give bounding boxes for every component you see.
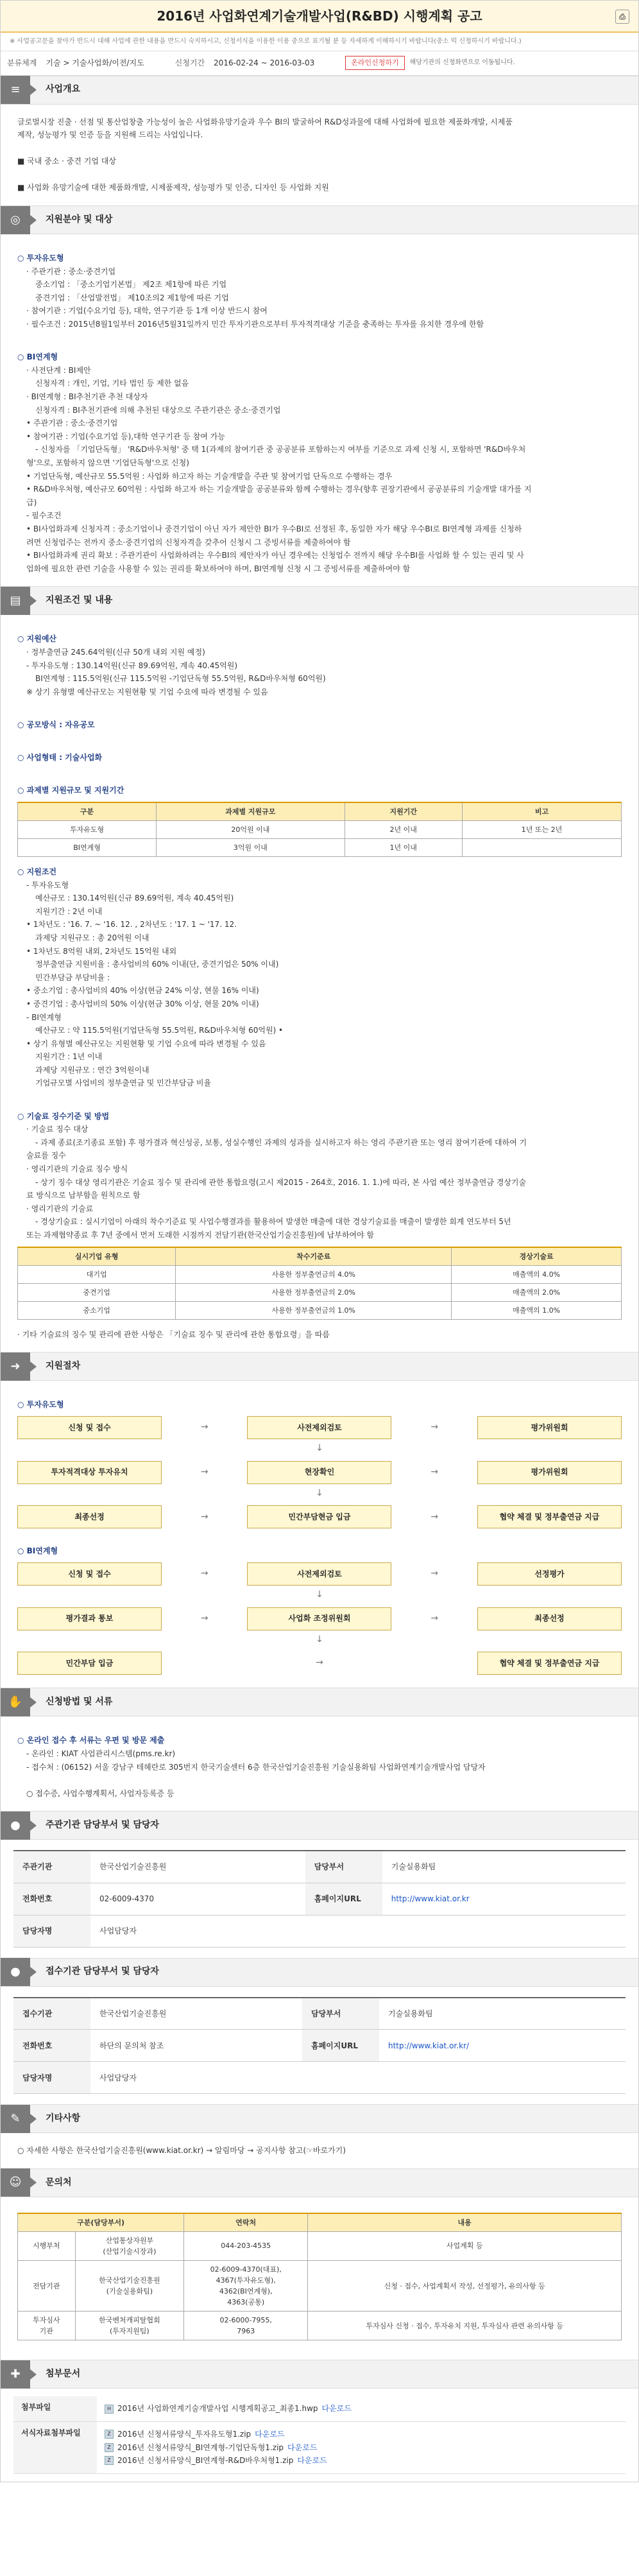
support-line: - 투자유도형 [26, 880, 69, 890]
attach-table [13, 2396, 626, 2473]
file-icon: H [105, 2405, 114, 2414]
section-header [1, 1353, 638, 1381]
section-body [1, 2197, 638, 2360]
arrow-down-icon: ↓ [316, 1634, 323, 1645]
host-org-label: 주관기관 [13, 1851, 90, 1883]
target-line: ○ BI연계형 [17, 352, 58, 362]
table-cell: 3억원 이내 [157, 838, 345, 856]
section-header [1, 1688, 638, 1716]
target-line: 신청자격 : 개인, 기업, 기타 법인 등 제한 없음 [35, 379, 189, 388]
table-cell: 투자유도형 [18, 820, 157, 838]
host-person-value: 사업담당자 [90, 1915, 626, 1947]
process-row [17, 1416, 622, 1439]
period-value: 2016-02-24 ~ 2016-03-03 [214, 58, 315, 67]
section-header [1, 76, 638, 105]
support-line: 예산규모 : 130.14억원(신규 89.69억원, 계속 40.45억원) [35, 894, 234, 903]
support-line: BI연계형 : 115.5억원(신규 115.5억원 -기업단독형 55.5억원, R&D바우처형 60억원) [35, 674, 326, 684]
notice-text: ※ 사업공고문을 찾아가 반드시 대해 사업에 관한 내용을 반드시 숙지하시고, 신청서식을 이용한 이용 중으로 표기될 분 등 자세하게 이해하시기 바랍니다(중소 빅 신청하시기 바랍니다.) [1, 33, 638, 51]
file-icon: Z [105, 2430, 114, 2439]
section-attach [1, 2360, 638, 2481]
hand-icon: ✋ [1, 1688, 30, 1716]
section-header [1, 206, 638, 234]
target-icon: ◎ [1, 206, 30, 234]
file-item[interactable] [105, 2455, 618, 2467]
support-line: 과제당 지원규모 : 총 20억원 이내 [35, 933, 149, 942]
support-line: · 영리기관의 기술료 징수 방식 [26, 1164, 128, 1174]
table-header: 착수기준료 [176, 1247, 452, 1266]
table-cell: 중견기업 [18, 1283, 176, 1301]
host-phone-value: 02-6009-4370 [90, 1883, 305, 1915]
support-line: 지원기간 : 2년 이내 [35, 906, 103, 916]
target-line: 업화에 필요한 관련 기술을 사용할 수 있는 권리를 확보하여야 하며, BI연계형 신청 시 그 증빙서류를 제출하여야 함 [26, 564, 411, 573]
arrow-right-icon: → [430, 1511, 439, 1522]
table-header: 실시기업 유형 [18, 1247, 176, 1266]
table-cell: 사용한 정부출연금의 4.0% [176, 1265, 452, 1283]
overview-line: ■ 국내 중소 · 중견 기업 대상 [17, 157, 116, 166]
arrow-right-icon: → [316, 1657, 323, 1668]
pen-icon: ✎ [1, 2105, 30, 2133]
table-header: 구분(담당부서) [18, 2213, 184, 2232]
download-link[interactable]: 다운로드 [321, 2404, 352, 2414]
table-header: 내용 [308, 2213, 622, 2232]
section-title: 접수기관 담당부서 및 담당자 [46, 1966, 159, 1977]
support-line [17, 765, 622, 777]
table-row [18, 2312, 622, 2340]
table-cell: 중소기업 [18, 1301, 176, 1319]
section-title: 신청방법 및 서류 [46, 1696, 113, 1707]
table-header: 지원기간 [345, 802, 462, 821]
overview-line: ■ 사업화 유망기술에 대한 제품화개발, 시제품제작, 성능평가 및 인증, 디자인 등 사업화 지원 [17, 183, 329, 193]
apply-line [17, 1774, 622, 1786]
support-line: • 1차년도 : '16. 7. ~ '16. 12. , 2차년도 : '17. 1 ~ '17. 12. [26, 920, 237, 929]
table-header: 경상기술료 [452, 1247, 622, 1266]
target-line: 중소기업 : 「중소기업기본법」 제2조 제1항에 따른 기업 [35, 280, 227, 290]
section-title: 기타사항 [46, 2113, 81, 2123]
section-title: 첨부문서 [46, 2368, 81, 2379]
section-support [1, 586, 638, 1352]
page-title: 2016년 사업화연계기술개발사업(R&BD) 시행계획 공고 [157, 8, 482, 24]
table-cell: 2년 이내 [345, 820, 462, 838]
host-org-value: 한국산업기술진흥원 [90, 1851, 305, 1883]
table-cell: 대기업 [18, 1265, 176, 1283]
section-recv [1, 1958, 638, 2105]
section-title: 지원절차 [46, 1361, 81, 1372]
clip-icon: ✚ [1, 2360, 30, 2389]
apply-line: - 접수처 : (06152) 서울 강남구 테헤란로 305번지 한국기술센터 6층 한국산업기술진흥원 기술실용화팀 사업화연계기술개발사업 담당자 [26, 1762, 486, 1772]
process-step: 사전제외검토 [247, 1562, 391, 1586]
arrow-down-icon: ↓ [316, 1487, 323, 1498]
process-step: 민간부담현금 입금 [247, 1505, 391, 1528]
support-line: - 경상기술료 : 실시기업이 아래의 착수기준료 및 사업수행결과를 활용하여 발생한 매출에 대한 경상기술료를 매출이 발생한 회계 연도부터 5년 [35, 1217, 511, 1227]
support-line: · 기술료 징수 대상 [26, 1125, 89, 1134]
table-cell: 20억원 이내 [157, 820, 345, 838]
file-name[interactable]: 2016년 사업화연계기술개발사업 시행계획공고_최종1.hwp [117, 2404, 318, 2414]
support-line: · 영리기관의 기술료 [26, 1204, 94, 1213]
support-line: ○ 공모방식 : 자유공모 [17, 720, 95, 729]
target-line: • 참여기관 : 기업(수요기업 등),대학 연구기관 등 참여 가능 [26, 431, 225, 441]
section-header [1, 1958, 638, 1987]
section-etc [1, 2104, 638, 2168]
process-step: 협약 체결 및 정부출연금 지급 [477, 1652, 622, 1675]
file-name[interactable]: 2016년 신청서류양식_BI연계형-R&D바우처형1.zip [117, 2456, 294, 2466]
section-title: 주관기관 담당부서 및 담당자 [46, 1819, 159, 1830]
meta-row [1, 51, 638, 76]
recv-org-value: 한국산업기술진흥원 [90, 1998, 302, 2030]
download-link[interactable]: 다운로드 [287, 2442, 318, 2452]
table-cell: 사용한 정부출연금의 2.0% [176, 1283, 452, 1301]
process-step: 평가위원회 [477, 1416, 622, 1439]
person2-icon: ● [1, 1958, 30, 1986]
table-row [18, 2261, 622, 2312]
section-body [1, 1716, 638, 1811]
support-line: ※ 상기 유형별 예산규모는 지원현황 및 기업 수요에 따라 변경될 수 있음 [26, 687, 268, 696]
table-cell: 매출액의 4.0% [452, 1265, 622, 1283]
support-line: ○ 과제별 지원규모 및 지원기간 [17, 786, 124, 795]
support-line: 료 방식으로 납부함을 원칙으로 함 [26, 1191, 141, 1200]
section-body [1, 234, 638, 586]
list-icon: ≡ [1, 76, 30, 104]
table-cell: 시행부처 [18, 2231, 76, 2260]
print-icon[interactable]: ⎙ [615, 10, 629, 24]
section-process [1, 1352, 638, 1688]
support-line: • 중견기업 : 총사업비의 50% 이상(현금 30% 이상, 현물 20% 이내) [26, 999, 259, 1008]
arrow-right-icon: → [200, 1466, 209, 1477]
support-line: ○ 사업형태 : 기술사업화 [17, 753, 103, 763]
support-line: ○ 지원조건 [17, 867, 57, 876]
support-line: 예산규모 : 약 115.5억원(기업단독형 55.5억원, R&D바우처형 60억원) • [35, 1026, 284, 1035]
table-cell: 투자심사 신청 · 접수, 투자유치 지원, 투자심사 관련 유의사항 등 [308, 2312, 622, 2340]
arrow-right-icon: → [200, 1422, 209, 1433]
arrow-right-icon: → [430, 1612, 439, 1623]
process-step: 민간부담 입금 [17, 1652, 162, 1675]
category-value: 기술 > 기술사업화/이전/지도 [46, 58, 144, 67]
overview-line [17, 169, 622, 181]
section-overview [1, 76, 638, 206]
process-step: 현장확인 [247, 1461, 391, 1484]
process-step: 최종선정 [17, 1505, 162, 1528]
support-line: - 상기 징수 대상 영리기관은 기술료 징수 및 관리에 관한 통합요령(고시 제2015 - 264호, 2016. 1. 1.)에 따라, 본 사업 예산 정부출연금 경상기술 [35, 1177, 527, 1187]
people-icon: ☺ [1, 2168, 30, 2197]
support-line [17, 1091, 622, 1103]
section-body [1, 2133, 638, 2168]
section-header [1, 1811, 638, 1840]
target-line: 려면 신청업주는 전까지 중소·중견기업의 신청자격을 갖추어 신청시 그 증빙서류를 제출하여야 함 [26, 537, 351, 547]
host-url-link[interactable]: http://www.kiat.or.kr [382, 1883, 626, 1915]
process-row [17, 1461, 622, 1484]
section-title: 지원분야 및 대상 [46, 214, 113, 225]
table-row [18, 820, 622, 838]
contact-table [17, 2213, 622, 2340]
file-item[interactable] [105, 2442, 618, 2454]
section-host [1, 1811, 638, 1958]
support-line: 술료를 징수 [26, 1151, 66, 1161]
section-header [1, 2360, 638, 2389]
table-cell: 한국산업기술진흥원 (기술실용화팀) [75, 2261, 184, 2312]
table-header: 연락처 [184, 2213, 308, 2232]
table-cell: 신청 · 접수, 사업계획서 작성, 선정평가, 유의사항 등 [308, 2261, 622, 2312]
target-line [17, 332, 622, 344]
target-line: · BI연계형 : BI추천기관 추천 대상자 [26, 392, 148, 401]
section-title: 문의처 [46, 2177, 72, 2188]
process-row [17, 1562, 622, 1586]
section-body [1, 1381, 638, 1688]
table-cell: 1년 또는 2년 [462, 820, 621, 838]
table-cell: 사업계획 등 [308, 2231, 622, 2260]
form-attach-label: 서식자료첨부파일 [13, 2421, 97, 2473]
table-cell: 투자심사 기관 [18, 2312, 76, 2340]
target-line: • R&D바우처형, 예산규모 60억원 : 사업화 하고자 하는 기술개발을 공공분류와 함께 수행하는 경우(향후 권장기관에서 공공분류의 기술개발 대가를 지 [26, 485, 532, 494]
support-line: • 1차년도 8억원 내외, 2차년도 15억원 내외 [26, 946, 177, 956]
target-line: · 참여기관 : 기업(수요기업 등), 대학, 연구기관 등 1개 이상 반드시 참여 [26, 306, 268, 316]
arrow-right-icon: → [200, 1612, 209, 1623]
table-row [18, 2231, 622, 2260]
table-row [18, 1301, 622, 1319]
target-line: 중견기업 : 「산업발전법」 제10조의2 제1항에 따른 기업 [35, 293, 229, 302]
process-step: 협약 체결 및 정부출연금 지급 [477, 1505, 622, 1528]
overview-line: 글로벌시장 진출 · 선점 및 통산업창출 가능성이 높은 사업화유망기술과 우수 BI의 발굴하여 R&D성과물에 대해 사업화에 필요한 제품화개발, 시제품 [17, 117, 513, 126]
support-line: 과제당 지원규모 : 연간 3억원이내 [35, 1065, 149, 1075]
section-title: 사업개요 [46, 84, 81, 95]
process-row [17, 1652, 622, 1675]
attach-label: 첨부파일 [13, 2396, 97, 2421]
target-line: · 사전단계 : BI제안 [26, 365, 91, 375]
target-line: 형'으로, 포함하지 않으면 '기업단독형'으로 신청) [26, 458, 189, 467]
support-line: ○ 지원예산 [17, 634, 57, 644]
file-icon: Z [105, 2443, 114, 2452]
process-bi-label: ○ BI연계형 [17, 1546, 58, 1556]
arrow-right-icon: → [200, 1511, 209, 1522]
table-row [18, 1283, 622, 1301]
table-header: 구분 [18, 802, 157, 821]
file-item[interactable] [105, 2403, 618, 2415]
support-line: - 과제 종료(조기종료 포함) 후 평가결과 혁신성공, 보통, 성실수행인 과제의 성과를 실시하고자 하는 영리 주관기관 또는 영리 참여기관에 대하여 기 [35, 1137, 527, 1147]
host-dept-value: 기술실용화팀 [382, 1851, 626, 1883]
person-icon: ● [1, 1811, 30, 1840]
support-line: • 중소기업 : 총사업비의 40% 이상(현금 24% 이상, 현물 16% 이내) [26, 986, 259, 996]
support-line: 기업규모별 사업비의 정부출연금 및 민간부담금 비율 [35, 1078, 212, 1088]
target-line: · 필수조건 : 2015년8월1일부터 2016년5월31일까지 민간 투자기관으로부터 투자적격대상 기준을 충족하는 투자를 유치한 경우에 한함 [26, 320, 484, 329]
category-label: 분류체계 [7, 58, 37, 67]
support-line [17, 732, 622, 744]
table-row [18, 1265, 622, 1283]
target-line: · 주관기관 : 중소·중견기업 [26, 266, 116, 276]
section-contact [1, 2168, 638, 2360]
target-line: ○ 투자유도형 [17, 254, 64, 263]
period-label: 신청기간 [175, 58, 205, 67]
support-line: • 상기 유형별 예산규모는 지원현황 및 기업 수요에 따라 변경될 수 있음 [26, 1039, 266, 1048]
section-header [1, 2105, 638, 2133]
support-line: - 투자유도형 : 130.14억원(신규 89.69억원, 계속 40.45억원) [26, 661, 238, 670]
process-step: 사전제외검토 [247, 1416, 391, 1439]
process-step: 평가위원회 [477, 1461, 622, 1484]
support-line [17, 699, 622, 711]
arrow-right-icon: → [430, 1422, 439, 1433]
apply-line: ○ 온라인 접수 후 서류는 우편 및 방문 제출 [17, 1736, 165, 1745]
table-cell: 산업통상자원부 (산업기술시장과) [75, 2231, 184, 2260]
process-row [17, 1505, 622, 1528]
table-cell: 044-203-4535 [184, 2231, 308, 2260]
table-cell: 한국벤처캐피탈협회 (투자지원팀) [75, 2312, 184, 2340]
target-line: 신청자격 : BI추천기관에 의해 추천된 대상으로 주관기관은 중소·중견기업 [35, 405, 281, 415]
table-cell: 1년 이내 [345, 838, 462, 856]
section-target [1, 205, 638, 586]
table-header: 비고 [462, 802, 621, 821]
arrow-down-icon: ↓ [316, 1589, 323, 1600]
process-step: 신청 및 접수 [17, 1562, 162, 1586]
target-line: 급) [26, 497, 37, 507]
apply-note: 해당기관의 신청화면으로 이동됩니다. [409, 59, 515, 67]
arrow-down-icon: ↓ [316, 1442, 323, 1453]
support-line: 지원기간 : 1년 이내 [35, 1052, 103, 1062]
doc-icon: ▤ [1, 587, 30, 615]
overview-line: 제작, 성능평가 및 인증 등을 지원해 드리는 사업입니다. [17, 130, 203, 140]
host-table [13, 1850, 626, 1948]
process-step: 사업화 조정위원회 [247, 1607, 391, 1630]
arrow-right-icon: → [200, 1568, 209, 1579]
online-apply-button[interactable]: 온라인신청하기 [345, 56, 404, 69]
support-line: 정부출연금 지원비율 : 총사업비의 60% 이내(단, 중견기업은 50% 이내) [35, 960, 279, 969]
section-title: 지원조건 및 내용 [46, 594, 113, 605]
support-line: ○ 기술료 징수기준 및 방법 [17, 1111, 110, 1121]
process-step: 신청 및 접수 [17, 1416, 162, 1439]
apply-line: - 온라인 : KIAT 사업관리시스템(pms.re.kr) [26, 1749, 176, 1758]
download-link[interactable]: 다운로드 [297, 2456, 327, 2466]
etc-text: ○ 자세한 사항은 한국산업기술진흥원(www.kiat.or.kr) → 알림마당 → 공지사항 참고(☞바로가기) [17, 2146, 346, 2156]
section-header [1, 2169, 638, 2197]
recv-person-label: 담당자명 [13, 2062, 90, 2094]
support-scale-table [17, 802, 622, 857]
table-cell: 02-6000-7955, 7963 [184, 2312, 308, 2340]
process-row [17, 1607, 622, 1630]
file-icon: Z [105, 2456, 114, 2465]
target-line: • BI사업화과제 신청자격 : 중소기업이나 중견기업이 아닌 자가 제안한 BI가 우수BI로 선정된 후, 동일한 자가 해당 우수BI로 BI연계형 과제를 신청하 [26, 524, 522, 533]
process-step: 최종선정 [477, 1607, 622, 1630]
process-step: 평가결과 통보 [17, 1607, 162, 1630]
table-cell: 매출액의 1.0% [452, 1301, 622, 1319]
process-invest-label: ○ 투자유도형 [17, 1400, 64, 1410]
section-header [1, 587, 638, 615]
process-step: 선정평가 [477, 1562, 622, 1586]
host-url-label: 홈페이지URL [305, 1883, 382, 1915]
file-name[interactable]: 2016년 신청서류양식_BI연계형-기업단독형1.zip [117, 2442, 284, 2452]
target-line: • 기업단독형, 예산규모 55.5억원 : 사업화 하고자 하는 기술개발을 주관 및 참여기업 단독으로 수행하는 경우 [26, 471, 393, 481]
overview-line [17, 143, 622, 155]
host-dept-label: 담당부서 [305, 1851, 382, 1883]
support-line: · 정부출연금 245.64억원(신규 50개 내외 지원 예정) [26, 647, 205, 657]
recv-url-label: 홈페이지URL [302, 2030, 379, 2062]
recv-phone-label: 전화번호 [13, 2030, 90, 2062]
support-line: 또는 과제협약종료 후 7년 중에서 먼저 도래한 시점까지 전담기관(한국산업기술진흥원)에 납부하여야 함 [26, 1231, 375, 1240]
apply-line: ○ 접수증, 사업수행계획서, 사업자등록증 등 [26, 1788, 175, 1798]
support-line: - BI연계형 [26, 1012, 62, 1022]
target-line: - 신청자를 「기업단독형」 'R&D바우처형' 중 택 1(과제의 참여기관 중 공공분류 포함하는지 여부를 기준으로 과제 신청 시, 포함하면 'R&D바우처 [35, 445, 526, 454]
table-row [18, 838, 622, 856]
table-cell: 사용한 정부출연금의 1.0% [176, 1301, 452, 1319]
page-title-bar [1, 1, 638, 33]
target-line: • 주관기관 : 중소·중견기업 [26, 419, 118, 428]
royalty-table [17, 1247, 622, 1320]
table-header: 과제별 지원규모 [157, 802, 345, 821]
section-body [1, 615, 638, 1352]
table-cell [462, 838, 621, 856]
table-cell: 전담기관 [18, 2261, 76, 2312]
recv-table [13, 1997, 626, 2095]
recv-org-label: 접수기관 [13, 1998, 90, 2030]
arrow-right-icon: → [430, 1466, 439, 1477]
recv-dept-value: 기술실용화팀 [379, 1998, 626, 2030]
section-apply [1, 1688, 638, 1811]
recv-phone-value: 하단의 문의처 참조 [90, 2030, 302, 2062]
process-step: 투자적격대상 투자유치 [17, 1461, 162, 1484]
host-person-label: 담당자명 [13, 1915, 90, 1947]
target-line: • BI사업화과제 권리 확보 : 주관기관이 사업화하려는 우수BI의 제안자가 아닌 경우에는 신청업수 전까지 해당 우수BI를 사업화 할 수 있는 권리 및 사 [26, 551, 524, 560]
table-cell: BI연계형 [18, 838, 157, 856]
arrow-icon: ➜ [1, 1353, 30, 1381]
file-name[interactable]: 2016년 신청서류양식_투자유도형1.zip [117, 2429, 251, 2439]
recv-dept-label: 담당부서 [302, 1998, 379, 2030]
recv-url-link[interactable]: http://www.kiat.or.kr/ [379, 2030, 626, 2062]
arrow-right-icon: → [430, 1568, 439, 1579]
target-line: - 필수조건 [26, 511, 62, 521]
table-cell: 02-6009-4370(대표), 4367(투자유도형), 4362(BI연계형), 4363(공통) [184, 2261, 308, 2312]
table-cell: 매출액의 2.0% [452, 1283, 622, 1301]
support-line: 민간부담금 부담비율 : [35, 972, 110, 982]
section-body [1, 105, 638, 206]
download-link[interactable]: 다운로드 [255, 2429, 285, 2439]
royalty-note: · 기타 기술료의 징수 및 관리에 관한 사항은 「기술료 징수 및 관리에 관한 통합요령」을 따름 [17, 1329, 330, 1339]
recv-person-value: 사업담당자 [90, 2062, 626, 2094]
file-item[interactable] [105, 2428, 618, 2441]
host-phone-label: 전화번호 [13, 1883, 90, 1915]
